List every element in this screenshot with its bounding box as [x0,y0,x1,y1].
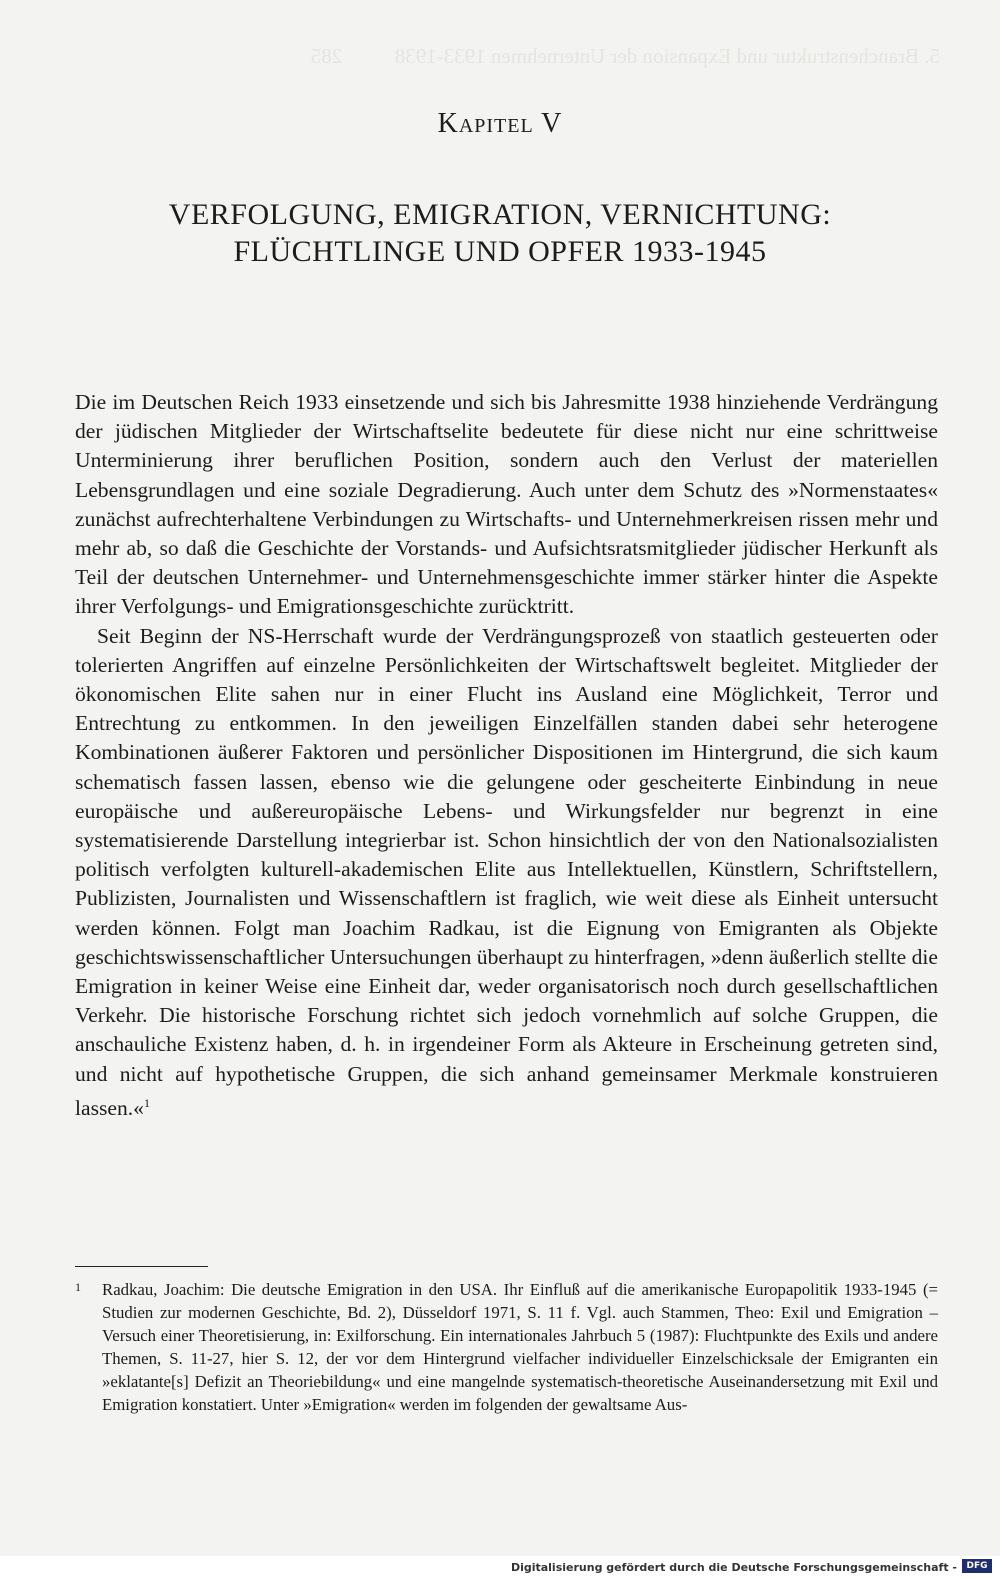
chapter-title-line-2: FLÜCHTLINGE UND OPFER 1933-1945 [233,235,767,268]
chapter-label: Kapitel V [437,108,563,139]
footnote-text: Radkau, Joachim: Die deutsche Emigration in den USA. Ihr Einfluß auf die amerikanische Europapolitik 1933-1945 (= Studien zur modernen Geschichte, Bd. 2), Düsseldorf 1971, S. 11 f. Vgl. auch Stammen, Theo: Exil und Emigration – Versuch einer Theoretisierung, in: Exilforschung. Ein internationales Jahrbuch 5 (1987): Fluchtpunkte des Exils und andere Themen, S. 11-27, hier S. 12, der vor dem Hintergrund vielfacher individueller Einzelschicksale der Emigranten ein »eklatante[s] Defizit an Theoriebildung« und eine mangelnde systematisch-theoretische Auseinandersetzung mit Exil und Emigration konstatiert. Unter »Emigration« werden im folgenden der gewaltsame Aus- [102,1280,938,1414]
dfg-logo: DFG [962,1559,992,1573]
footnote-number: 1 [75,1280,81,1294]
bleed-through-header: 5. Branchenstruktur und Expansion der Unternehmen 1933-1938 285 [310,44,940,68]
chapter-title-line-1: VERFOLGUNG, EMIGRATION, VERNICHTUNG: [168,198,832,231]
body-text [75,388,938,1123]
paragraph-1: Die im Deutschen Reich 1933 einsetzende und sich bis Jahresmitte 1938 hinziehende Verdrängung der jüdischen Mitglieder der Wirtschaftselite bedeutete für diese nicht nur eine schrittweise Unterminierung ihrer beruflichen Position, sondern auch den Verlust der materiellen Lebensgrundlagen und eine soziale Degradierung. Auch unter dem Schutz des »Normenstaates« zunächst aufrechterhaltene Verbindungen zu Wirtschafts- und Unternehmerkreisen rissen mehr und mehr ab, so daß die Geschichte der Vorstands- und Aufsichtsratsmitglieder jüdischer Herkunft als Teil der deutschen Unternehmer- und Unternehmensgeschichte immer stärker hinter die Aspekte ihrer Verfolgungs- und Emigrationsgeschichte zurücktritt. [75,390,938,619]
digitization-credit: Digitalisierung gefördert durch die Deutsche Forschungsgemeinschaft - [510,1561,957,1574]
chapter-title [0,196,1000,270]
footnote [75,1278,938,1416]
paragraph-2 [75,622,938,1124]
footnote-divider [75,1266,208,1267]
paragraph-2-text: Seit Beginn der NS-Herrschaft wurde der Verdrängungsprozeß von staatlich gesteuerten oder tolerierten Angriffen auf einzelne Persönlichkeiten der Wirtschaftswelt begleitet. Mitglieder der ökonomischen Elite sahen nur in einer Flucht ins Ausland eine Möglichkeit, Terror und Entrechtung zu entkommen. In den jeweiligen Einzelfällen standen dabei sehr heterogene Kombinationen äußerer Faktoren und persönlicher Dispositionen im Hintergrund, die sich kaum schematisch fassen lassen, ebenso wie die gelungene oder gescheiterte Einbindung in neue europäische und außereuropäische Lebens- und Wirkungsfelder nur begrenzt in eine systematisierende Darstellung integrierbar ist. Schon hinsichtlich der von den Nationalsozialisten politisch verfolgten kulturell-akademischen Elite aus Intellektuellen, Künstlern, Schriftstellern, Publizisten, Journalisten und Wissenschaftlern ist fraglich, wie weit diese als Einheit untersucht werden können. Folgt man Joachim Radkau, ist die Eignung von Emigranten als Objekte geschichtswissenschaftlicher Untersuchungen überhaupt zu hinterfragen, »denn äußerlich stellte die Emigration in keiner Weise eine Einheit dar, weder organisatorisch noch durch gesellschaftlichen Verkehr. Die historische Forschung richtet sich jedoch vornehmlich auf solche Gruppen, die anschauliche Existenz haben, d. h. in irgendeiner Form als Akteure in Erscheinung getreten sind, und nicht auf hypothetische Gruppen, die sich anhand gemeinsamer Merkmale konstruieren lassen.« [75,623,938,1121]
footnote-reference: 1 [143,1095,150,1110]
